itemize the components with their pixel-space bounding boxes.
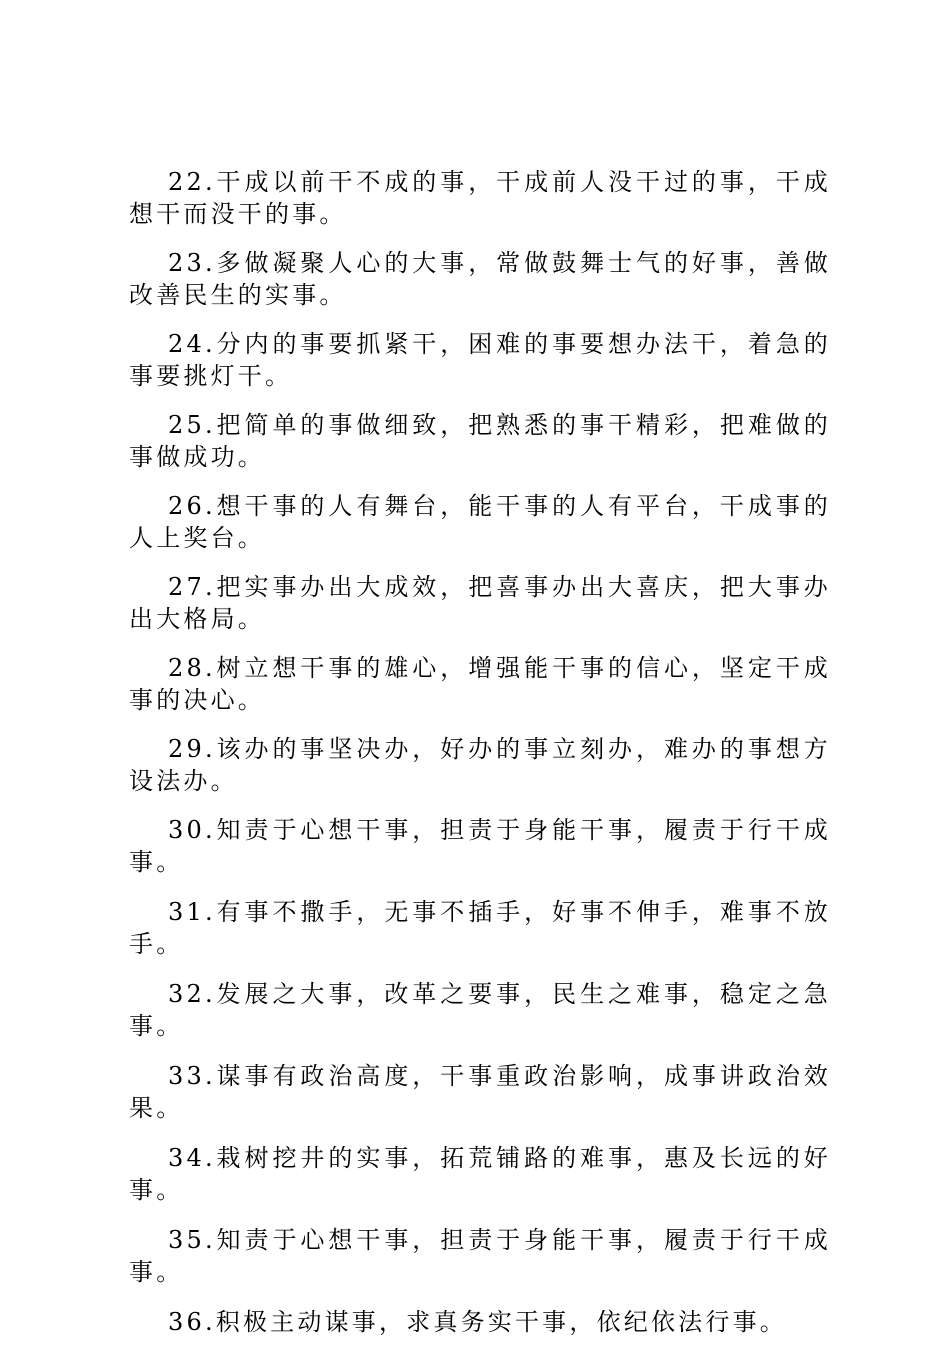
- list-item-26: 26.想干事的人有舞台，能干事的人有平台，干成事的人上奖台。: [129, 492, 831, 552]
- list-item-34: 34.栽树挖井的实事，拓荒铺路的难事，惠及长远的好事。: [129, 1144, 831, 1204]
- list-item-23: 23.多做凝聚人心的大事，常做鼓舞士气的好事，善做改善民生的实事。: [129, 249, 831, 309]
- document-body: [129, 166, 831, 1356]
- list-item-36: 36.积极主动谋事，求真务实干事，依纪依法行事。: [168, 1308, 787, 1336]
- list-item-31: 31.有事不撒手，无事不插手，好事不伸手，难事不放手。: [129, 898, 831, 958]
- list-item-28: 28.树立想干事的雄心，增强能干事的信心，坚定干成事的决心。: [129, 654, 831, 714]
- list-item-25: 25.把简单的事做细致，把熟悉的事干精彩，把难做的事做成功。: [129, 411, 831, 471]
- list-item-22: 22.干成以前干不成的事，干成前人没干过的事，干成想干而没干的事。: [129, 168, 831, 228]
- list-item-24: 24.分内的事要抓紧干，困难的事要想办法干，着急的事要挑灯干。: [129, 330, 831, 390]
- list-item-33: 33.谋事有政治高度，干事重政治影响，成事讲政治效果。: [129, 1062, 831, 1122]
- list-item-35: 35.知责于心想干事，担责于身能干事，履责于行干成事。: [129, 1226, 831, 1286]
- list-item-32: 32.发展之大事，改革之要事，民生之难事，稳定之急事。: [129, 980, 831, 1040]
- list-item-30: 30.知责于心想干事，担责于身能干事，履责于行干成事。: [129, 816, 831, 876]
- list-item-29: 29.该办的事坚决办，好办的事立刻办，难办的事想方设法办。: [129, 735, 831, 795]
- list-item-27: 27.把实事办出大成效，把喜事办出大喜庆，把大事办出大格局。: [129, 573, 831, 633]
